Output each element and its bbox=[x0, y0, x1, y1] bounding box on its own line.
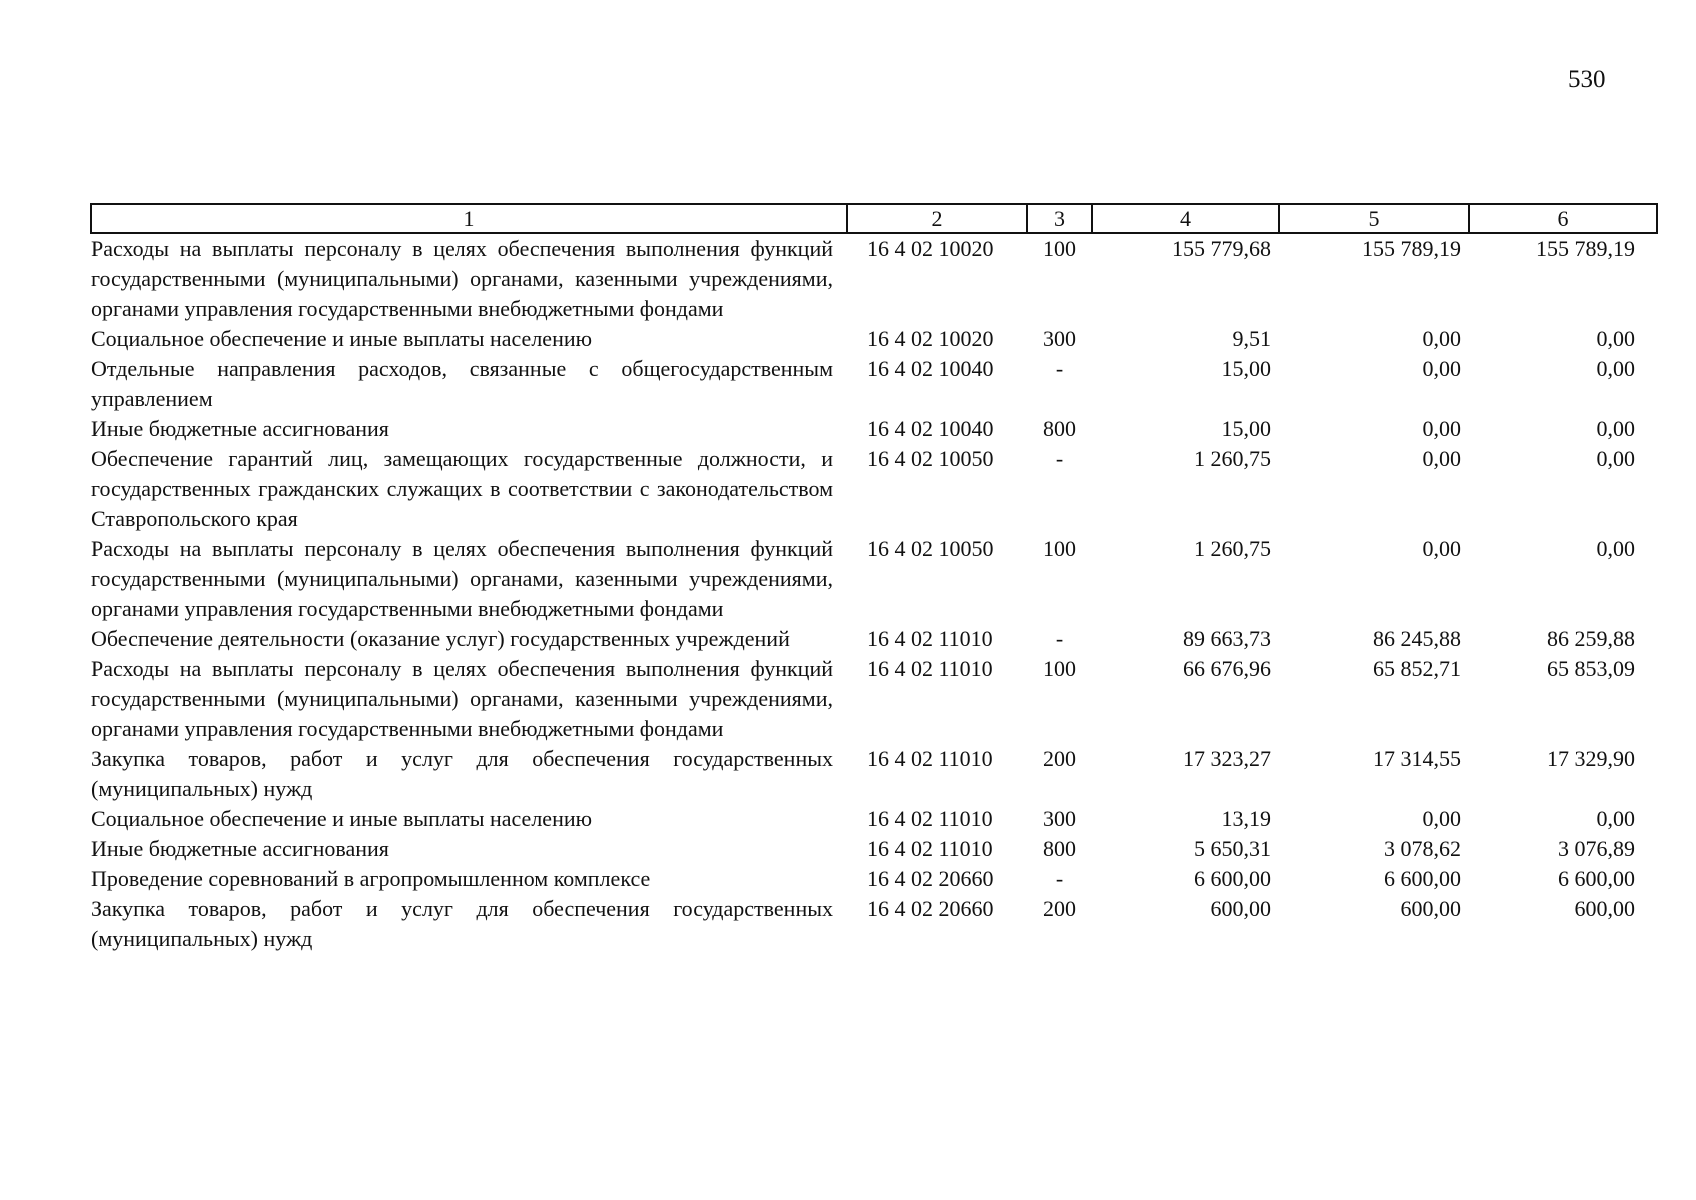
amount-col-5: 0,00 bbox=[1422, 356, 1461, 381]
budget-code: 16 4 02 10020 bbox=[867, 326, 994, 351]
amount-col-5: 600,00 bbox=[1400, 896, 1461, 921]
budget-code: 16 4 02 10050 bbox=[867, 536, 994, 561]
amount-col-5: 3 078,62 bbox=[1384, 836, 1461, 861]
column-header-4: 4 bbox=[1092, 204, 1279, 233]
expense-type: - bbox=[1055, 356, 1064, 381]
amount-col-6: 0,00 bbox=[1596, 416, 1635, 441]
expense-name: Социальное обеспечение и иные выплаты населению bbox=[91, 806, 593, 831]
amount-col-6: 0,00 bbox=[1596, 536, 1635, 561]
budget-table bbox=[90, 203, 1658, 954]
amount-col-4: 9,51 bbox=[1232, 326, 1271, 351]
expense-type: 300 bbox=[1043, 326, 1076, 351]
expense-type: 800 bbox=[1043, 416, 1076, 441]
amount-col-4: 1 260,75 bbox=[1194, 446, 1271, 471]
expense-type: - bbox=[1055, 446, 1064, 471]
expense-type: - bbox=[1055, 626, 1064, 651]
amount-col-4: 89 663,73 bbox=[1183, 626, 1271, 651]
expense-name: Расходы на выплаты персоналу в целях обеспечения выполнения функций государственными (муниципальными) органами, казенными учреждениями, органами управления государственными внебюджетными фондами bbox=[91, 236, 833, 321]
table-row bbox=[91, 654, 1657, 744]
budget-code: 16 4 02 11010 bbox=[867, 656, 993, 681]
table-row bbox=[91, 864, 1657, 894]
amount-col-4: 155 779,68 bbox=[1172, 236, 1271, 261]
amount-col-4: 600,00 bbox=[1210, 896, 1271, 921]
amount-col-4: 5 650,31 bbox=[1194, 836, 1271, 861]
expense-name: Расходы на выплаты персоналу в целях обеспечения выполнения функций государственными (муниципальными) органами, казенными учреждениями, органами управления государственными внебюджетными фондами bbox=[91, 656, 833, 741]
budget-code: 16 4 02 10020 bbox=[867, 236, 994, 261]
amount-col-6: 0,00 bbox=[1596, 356, 1635, 381]
budget-code: 16 4 02 20660 bbox=[867, 866, 994, 891]
expense-type: 300 bbox=[1043, 806, 1076, 831]
table-row bbox=[91, 354, 1657, 414]
amount-col-5: 17 314,55 bbox=[1373, 746, 1461, 771]
table-row bbox=[91, 804, 1657, 834]
table-header bbox=[91, 204, 1657, 233]
table-row bbox=[91, 233, 1657, 324]
table-row bbox=[91, 444, 1657, 534]
amount-col-5: 0,00 bbox=[1422, 416, 1461, 441]
expense-type: 100 bbox=[1043, 656, 1076, 681]
amount-col-5: 0,00 bbox=[1422, 326, 1461, 351]
expense-name: Иные бюджетные ассигнования bbox=[91, 836, 389, 861]
amount-col-4: 17 323,27 bbox=[1183, 746, 1271, 771]
expense-name: Обеспечение деятельности (оказание услуг) государственных учреждений bbox=[91, 626, 790, 651]
page-number: 530 bbox=[1568, 66, 1606, 93]
expense-type: 100 bbox=[1043, 236, 1076, 261]
amount-col-4: 15,00 bbox=[1221, 356, 1271, 381]
amount-col-5: 65 852,71 bbox=[1373, 656, 1461, 681]
amount-col-6: 6 600,00 bbox=[1558, 866, 1635, 891]
expense-name: Иные бюджетные ассигнования bbox=[91, 416, 389, 441]
budget-code: 16 4 02 11010 bbox=[867, 626, 993, 651]
table-body bbox=[91, 233, 1657, 954]
amount-col-6: 0,00 bbox=[1596, 446, 1635, 471]
budget-code: 16 4 02 10040 bbox=[867, 356, 994, 381]
table-row bbox=[91, 894, 1657, 954]
table-row bbox=[91, 624, 1657, 654]
amount-col-4: 13,19 bbox=[1221, 806, 1271, 831]
table-row bbox=[91, 324, 1657, 354]
amount-col-5: 155 789,19 bbox=[1362, 236, 1461, 261]
amount-col-6: 3 076,89 bbox=[1558, 836, 1635, 861]
amount-col-5: 0,00 bbox=[1422, 446, 1461, 471]
amount-col-4: 66 676,96 bbox=[1183, 656, 1271, 681]
amount-col-4: 6 600,00 bbox=[1194, 866, 1271, 891]
expense-name: Проведение соревнований в агропромышленном комплексе bbox=[91, 866, 651, 891]
amount-col-6: 0,00 bbox=[1596, 806, 1635, 831]
budget-code: 16 4 02 10050 bbox=[867, 446, 994, 471]
amount-col-6: 155 789,19 bbox=[1536, 236, 1635, 261]
table-row bbox=[91, 834, 1657, 864]
expense-type: 200 bbox=[1043, 896, 1076, 921]
column-header-3: 3 bbox=[1027, 204, 1092, 233]
budget-code: 16 4 02 11010 bbox=[867, 836, 993, 861]
expense-name: Расходы на выплаты персоналу в целях обеспечения выполнения функций государственными (муниципальными) органами, казенными учреждениями, органами управления государственными внебюджетными фондами bbox=[91, 536, 833, 621]
expense-type: 100 bbox=[1043, 536, 1076, 561]
expense-name: Закупка товаров, работ и услуг для обеспечения государственных (муниципальных) нужд bbox=[91, 746, 833, 801]
amount-col-5: 6 600,00 bbox=[1384, 866, 1461, 891]
expense-name: Закупка товаров, работ и услуг для обеспечения государственных (муниципальных) нужд bbox=[91, 896, 833, 951]
column-header-2: 2 bbox=[847, 204, 1027, 233]
amount-col-4: 15,00 bbox=[1221, 416, 1271, 441]
budget-code: 16 4 02 20660 bbox=[867, 896, 994, 921]
amount-col-6: 86 259,88 bbox=[1547, 626, 1635, 651]
amount-col-6: 0,00 bbox=[1596, 326, 1635, 351]
amount-col-6: 65 853,09 bbox=[1547, 656, 1635, 681]
table-row bbox=[91, 534, 1657, 624]
amount-col-5: 0,00 bbox=[1422, 806, 1461, 831]
table-row bbox=[91, 414, 1657, 444]
expense-name: Обеспечение гарантий лиц, замещающих государственные должности, и государственных гражданских служащих в соответствии с законодательством Ставропольского края bbox=[91, 446, 833, 531]
amount-col-5: 86 245,88 bbox=[1373, 626, 1461, 651]
column-header-6: 6 bbox=[1469, 204, 1657, 233]
amount-col-4: 1 260,75 bbox=[1194, 536, 1271, 561]
amount-col-5: 0,00 bbox=[1422, 536, 1461, 561]
amount-col-6: 17 329,90 bbox=[1547, 746, 1635, 771]
expense-type: - bbox=[1055, 866, 1064, 891]
expense-type: 200 bbox=[1043, 746, 1076, 771]
budget-code: 16 4 02 11010 bbox=[867, 806, 993, 831]
table-row bbox=[91, 744, 1657, 804]
expense-type: 800 bbox=[1043, 836, 1076, 861]
amount-col-6: 600,00 bbox=[1574, 896, 1635, 921]
expense-name: Социальное обеспечение и иные выплаты населению bbox=[91, 326, 593, 351]
header-row bbox=[91, 204, 1657, 233]
column-header-1: 1 bbox=[91, 204, 847, 233]
budget-code: 16 4 02 10040 bbox=[867, 416, 994, 441]
column-header-5: 5 bbox=[1279, 204, 1469, 233]
expense-name: Отдельные направления расходов, связанные с общегосударственным управлением bbox=[91, 356, 833, 411]
budget-code: 16 4 02 11010 bbox=[867, 746, 993, 771]
